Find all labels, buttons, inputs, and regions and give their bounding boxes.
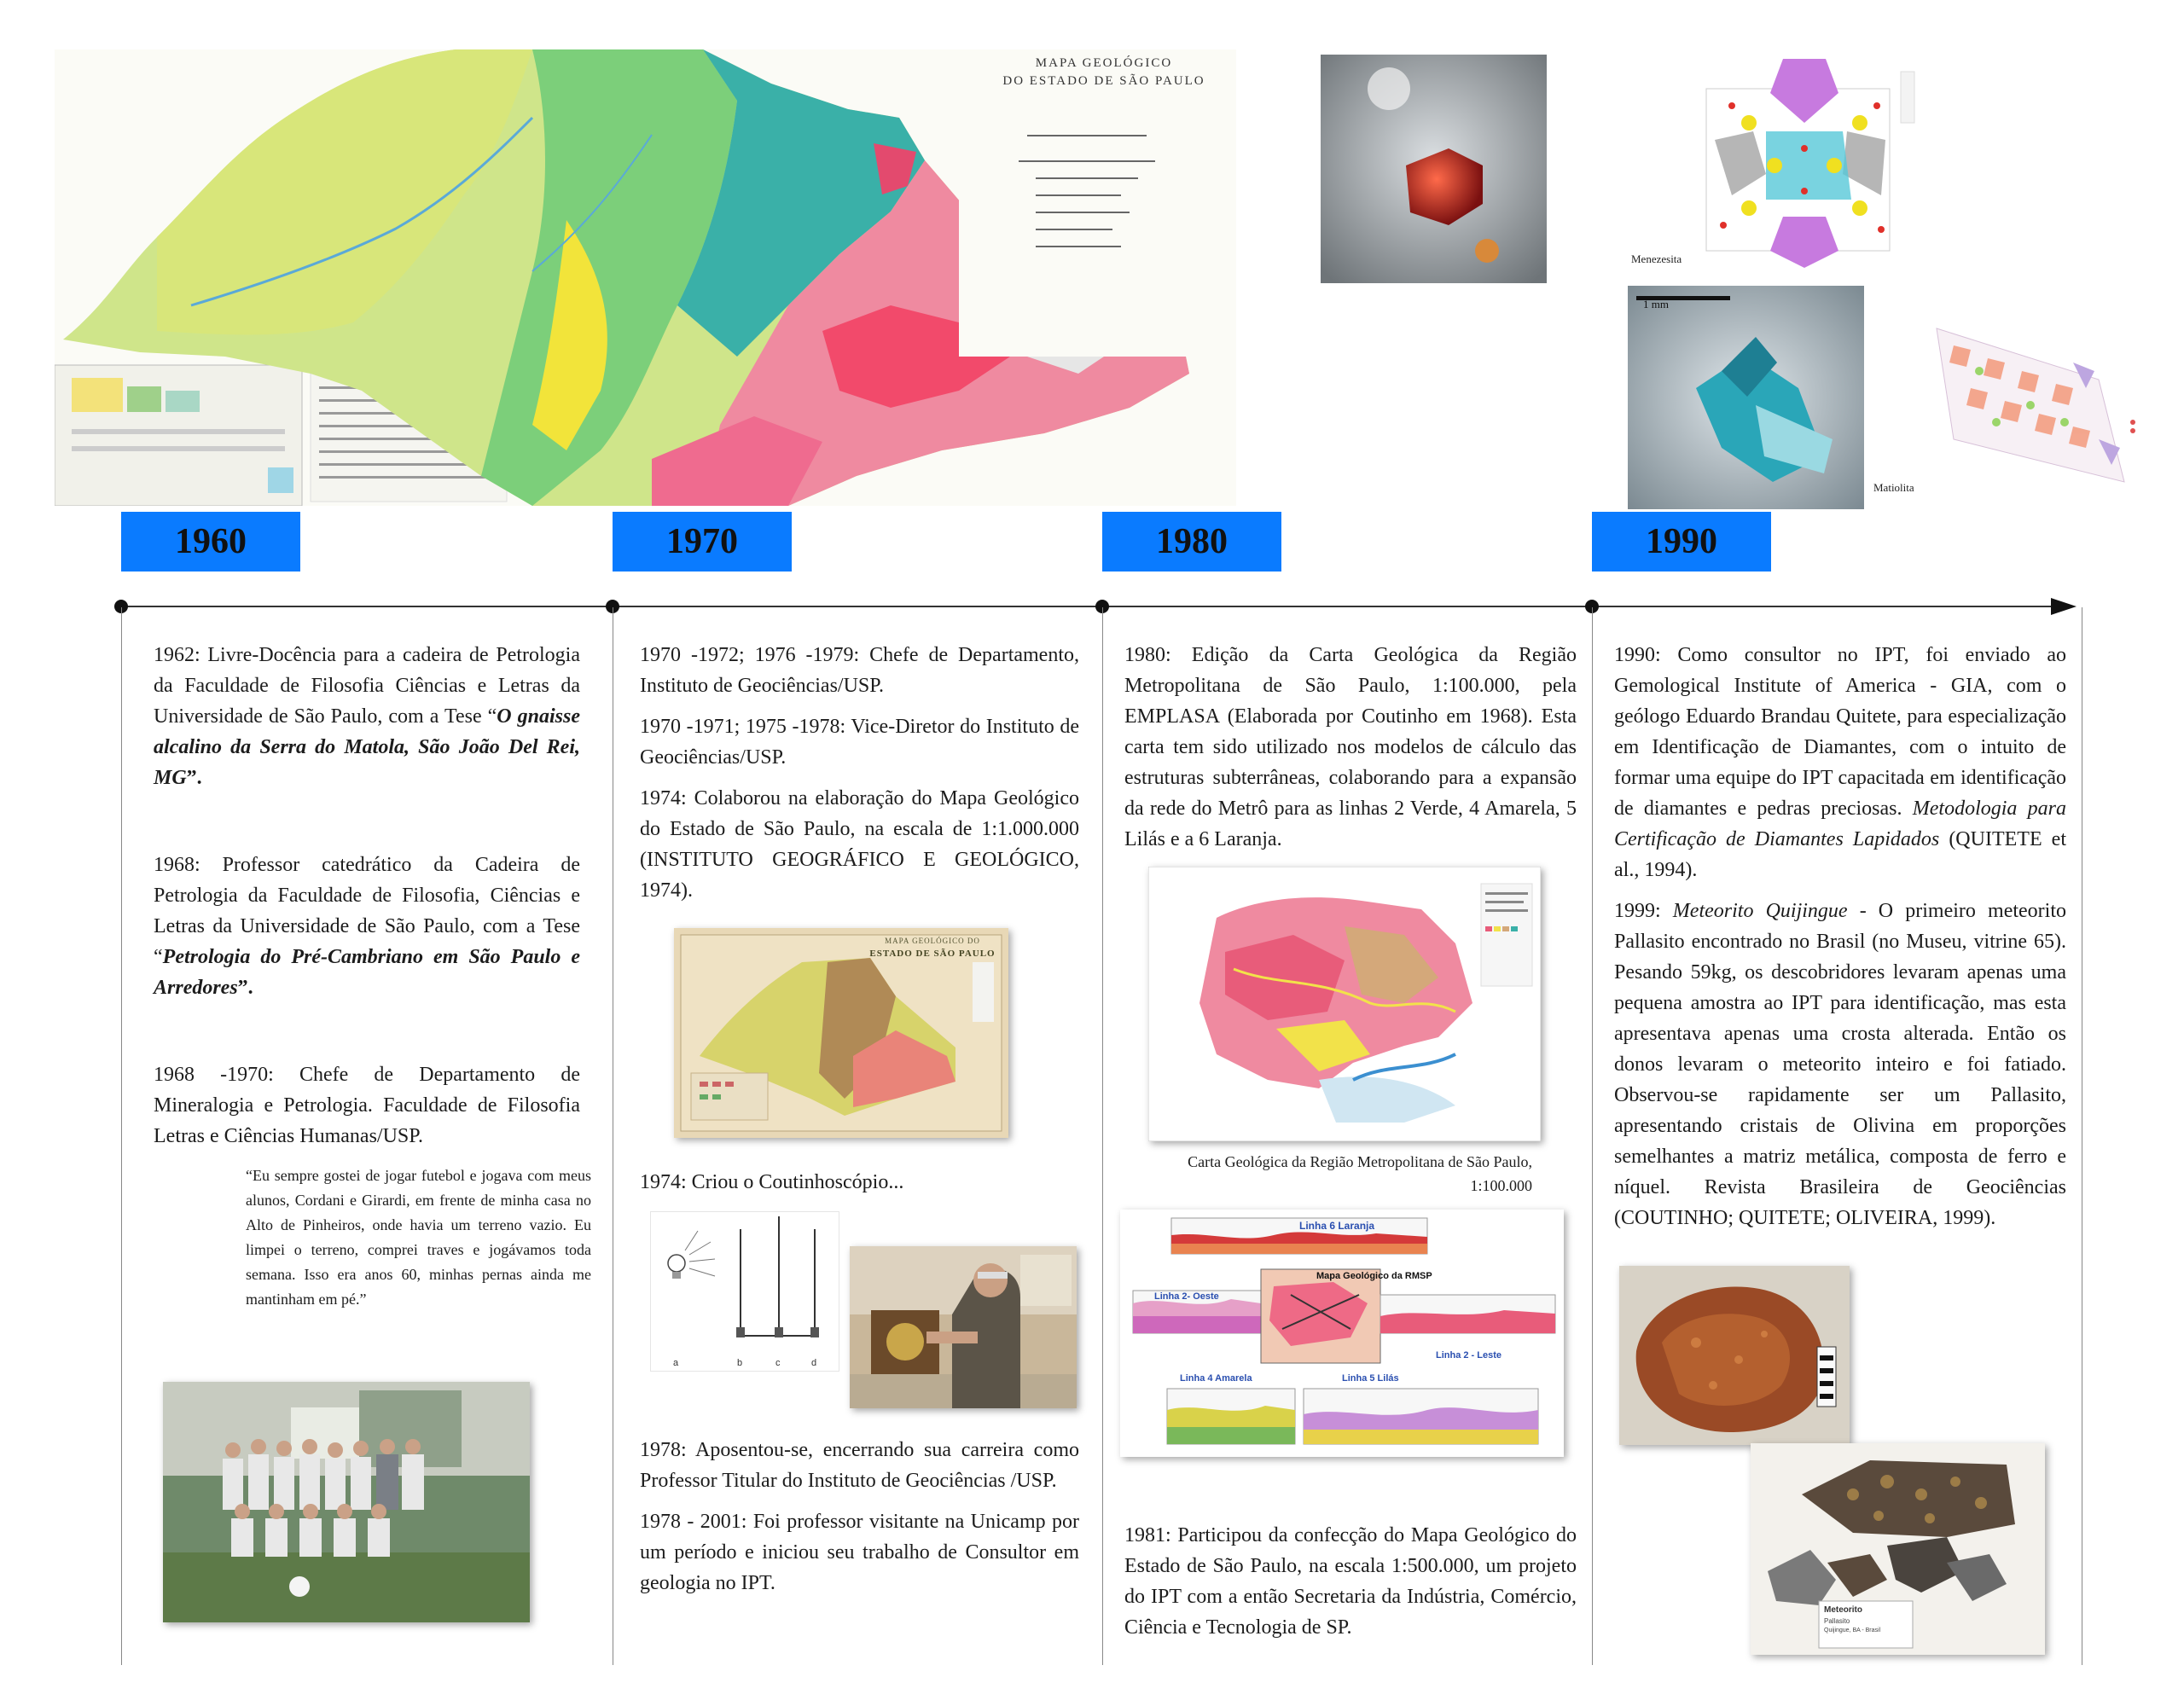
- entry-1980: 1980: Edição da Carta Geológica da Região Metropolitana de São Paulo, 1:100.000, pela EMPLASA (Elaborada por Coutinho em 1968). Esta carta tem sido utilizado nos modelos de cálculo das estruturas subterrâneas, colaborando para a expansão da rede do Metrô para as linhas 2 Verde, 4 Amarela, 5 Lilás e a 6 Laranja.: [1124, 644, 1577, 850]
- entry-1999: 1999: Meteorito Quijingue - O primeiro meteorito Pallasito encontrado no Brasil (no Museu, vitrine 65). Pesando 59kg, os descobridores levaram apenas uma pequena amostra ao IPT para identificação, mas esta apresentava apenas uma crosta alterada. Então os donos levaram o meteorito inteiro e foi fatiado. Observou-se rapidamente ser um Pallasito, apresentando cristais de Olivina em proporções semelhantes a matriz metálica, composta de ferro e níquel. Revista Brasileira de Geociências (COUTINHO; QUITETE; OLIVEIRA, 1999).: [1614, 900, 2066, 1229]
- matiolita-crystal-structure: [1902, 311, 2158, 490]
- coutinhoscopio-diagram: [650, 1211, 839, 1372]
- geological-map-1974-photo: [674, 928, 1008, 1138]
- metro-lines-geological-sections: [1120, 1210, 1564, 1457]
- meteorite-label-detail: Quijingue, BA - Brasil: [1824, 1627, 1881, 1633]
- entry-1970-vice: 1970 -1971; 1975 -1978: Vice-Diretor do Instituto de Geociências/USP.: [640, 716, 1079, 769]
- diagram-label-c: c: [775, 1358, 781, 1368]
- map-1974-supertitle: MAPA GEOLÓGICO DO: [885, 937, 980, 945]
- matiolita-caption: Matiolita: [1873, 481, 1914, 494]
- matiolita-photo: [1628, 286, 1864, 509]
- entry-1981: 1981: Participou da confecção do Mapa Geológico do Estado de São Paulo, na escala 1:500.000, um projeto do IPT com a então Secretaria da Indústria, Comércio, Ciência e Tecnologia de SP.: [1124, 1524, 1577, 1639]
- meteorite-label-sub: Pallasito: [1824, 1617, 1850, 1625]
- metro-label-linha-5: Linha 5 Lilás: [1342, 1373, 1399, 1384]
- entry-1974-mapa: 1974: Colaborou na elaboração do Mapa Geológico do Estado de São Paulo, na escala de 1:1.000.000 (INSTITUTO GEOGRÁFICO E GEOLÓGICO, 1974).: [640, 787, 1079, 902]
- diagram-label-b: b: [737, 1358, 743, 1368]
- entry-1968: 1968: Professor catedrático da Cadeira de Petrologia da Faculdade de Filosofia, Ciências e Letras da Universidade de São Paulo, com a Tese “Petrologia do Pré-Cambriano em São Paulo e Arredores”.: [154, 854, 580, 999]
- entry-1968-1970: 1968 -1970: Chefe de Departamento de Mineralogia e Petrologia. Faculdade de Filosofia Letras e Ciências Humanas/USP.: [154, 1064, 580, 1147]
- decade-1990: 1990: [1592, 512, 1771, 572]
- carta-geologica-rmsp: [1148, 867, 1541, 1141]
- metro-label-linha-4: Linha 4 Amarela: [1180, 1373, 1252, 1384]
- entry-1978-aposentou: 1978: Aposentou-se, encerrando sua carreira como Professor Titular do Instituto de Geociências /USP.: [640, 1439, 1079, 1492]
- entry-1990: 1990: Como consultor no IPT, foi enviado ao Gemological Institute of America - GIA, com o geólogo Eduardo Brandau Quitete, para especialização em Identificação de Diamantes, com o intuito de formar uma equipe do IPT capacitada em identificação de diamantes e pedras preciosas. Metodologia para Certificação de Diamantes Lapidados (QUITETE et al., 1994).: [1614, 644, 2067, 881]
- meteorite-slices-photo: [1751, 1443, 2045, 1655]
- metro-label-linha-6: Linha 6 Laranja: [1299, 1220, 1375, 1232]
- diagram-label-d: d: [811, 1358, 817, 1368]
- menezesita-caption: Menezesita: [1631, 252, 1682, 265]
- diagram-label-a: a: [673, 1358, 679, 1368]
- column-divider-1990: [1592, 607, 1593, 1665]
- menezesita-crystal-structure: [1689, 55, 1920, 268]
- column-1970: [640, 640, 1079, 906]
- column-1960: [154, 640, 580, 1152]
- meteorite-label-title: Meteorito: [1824, 1605, 1862, 1615]
- geological-map-sao-paulo: [55, 49, 1236, 506]
- column-divider-1980: [1102, 607, 1103, 1665]
- football-team-photo: [163, 1382, 530, 1622]
- map-title: MAPA GEOLÓGICO DO ESTADO DE SÃO PAULO: [1002, 56, 1205, 88]
- column-1990: [1614, 640, 2066, 1233]
- timeline-arrow-icon: [2051, 598, 2077, 615]
- column-1980: [1124, 640, 1577, 855]
- entry-1962: 1962: Livre-Docência para a cadeira de Petrologia da Faculdade de Filosofia Ciências e Letras da Universidade de São Paulo, com a Tese “O gnaisse alcalino da Serra do Matola, São João Del Rei, MG”.: [154, 644, 580, 789]
- timeline-axis: [121, 606, 2051, 607]
- scale-bar-label: 1 mm: [1643, 298, 1669, 310]
- decade-1960: 1960: [121, 512, 300, 572]
- decade-1980: 1980: [1102, 512, 1281, 572]
- entry-1974-coutinhoscopio: 1974: Criou o Coutinhoscópio...: [640, 1171, 904, 1193]
- meteorite-whole-photo: [1619, 1266, 1850, 1445]
- metro-label-linha-2-leste: Linha 2 - Leste: [1436, 1350, 1502, 1361]
- map-1974-title: ESTADO DE SÃO PAULO: [869, 949, 996, 959]
- entry-1978-2001: 1978 - 2001: Foi professor visitante na Unicamp por um período e iniciou seu trabalho de Consultor em geologia no IPT.: [640, 1511, 1079, 1594]
- metro-label-center: Mapa Geológico da RMSP: [1316, 1271, 1432, 1281]
- menezesita-photo: [1321, 55, 1547, 283]
- carta-geologica-caption: Carta Geológica da Região Metropolitana de São Paulo, 1:100.000: [1188, 1153, 1532, 1194]
- coutinho-with-device-photo: [850, 1246, 1077, 1408]
- column-divider-1960: [121, 607, 122, 1665]
- entry-1970-chefe: 1970 -1972; 1976 -1979: Chefe de Departamento, Instituto de Geociências/USP.: [640, 644, 1079, 697]
- quote-futebol: “Eu sempre gostei de jogar futebol e jogava com meus alunos, Cordani e Girardi, em frente de minha casa no Alto de Pinheiros, onde havia um terreno vazio. Eu limpei o terreno, comprei traves e jogávamos toda semana. Isso era anos 60, minhas pernas ainda me mantinham em pé.”: [246, 1167, 591, 1308]
- decade-1970: 1970: [613, 512, 792, 572]
- column-1970-late: [640, 1435, 1079, 1598]
- metro-label-linha-2-oeste: Linha 2- Oeste: [1154, 1291, 1219, 1302]
